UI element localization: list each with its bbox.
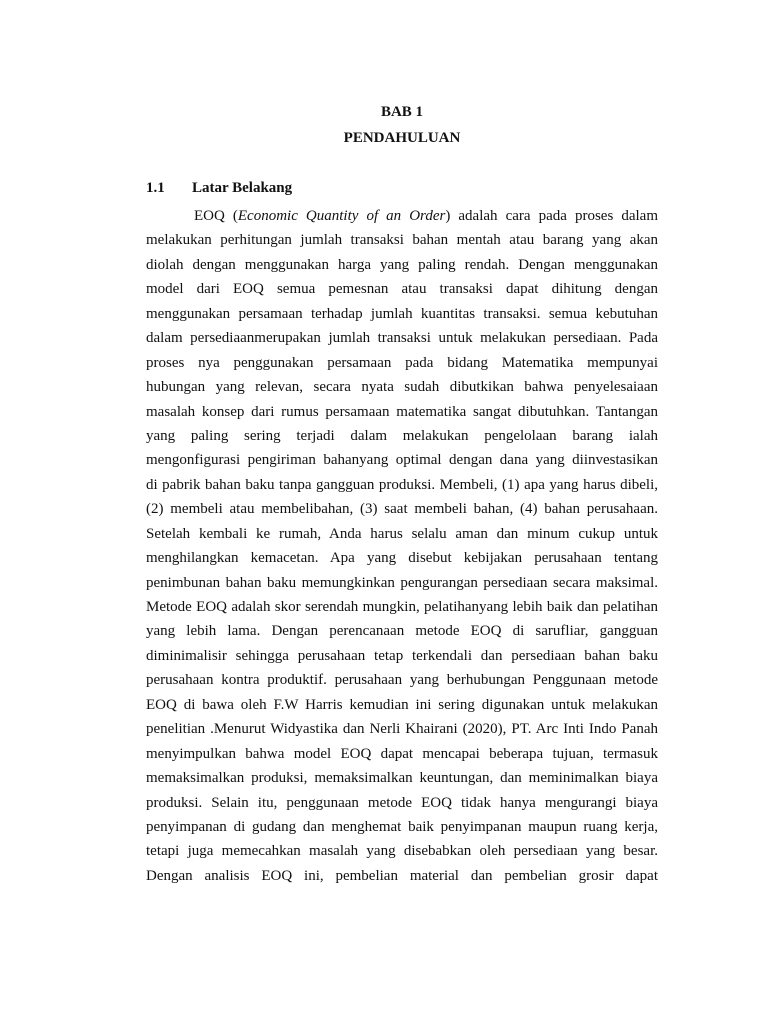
- text-run: ) adalah cara pada proses dalam: [445, 208, 658, 224]
- body-paragraph: [146, 204, 658, 888]
- section-title: Latar Belakang: [192, 180, 293, 196]
- paragraph-line: Metode EOQ adalah skor serendah mungkin, pelatihanyang lebih baik dan pelatihan: [146, 599, 658, 615]
- text-run: EOQ (: [194, 208, 238, 224]
- paragraph-line: yang paling sering terjadi dalam melakukan pengelolaan barang ialah: [146, 427, 658, 444]
- paragraph-line: memaksimalkan produksi, memaksimalkan keuntungan, dan meminimalkan biaya: [146, 770, 658, 787]
- section-number: 1.1: [146, 180, 165, 196]
- paragraph-line: diminimalisir sehingga perusahaan tetap terkendali dan persediaan bahan baku: [146, 647, 658, 664]
- chapter-number: BAB 1: [380, 104, 424, 120]
- paragraph-line: dalam persediaanmerupakan jumlah transaksi untuk melakukan persediaan. Pada: [146, 330, 658, 347]
- paragraph-line: Setelah kembali ke rumah, Anda harus selalu aman dan minum cukup untuk: [146, 525, 658, 542]
- paragraph-line: proses nya penggunakan persamaan pada bidang Matematika mempunyai: [146, 354, 658, 371]
- italic-term: Economic Quantity of an Order: [237, 208, 446, 224]
- chapter-title: PENDAHULUAN: [343, 130, 461, 146]
- section-heading: [146, 180, 292, 197]
- paragraph-line: menggunakan persamaan terhadap jumlah kuantitas transaksi. semua kebutuhan: [146, 305, 658, 322]
- paragraph-line: masalah konsep dari rumus persamaan matematika sangat dibutuhkan. Tantangan: [146, 403, 658, 420]
- paragraph-line: (2) membeli atau membelibahan, (3) saat membeli bahan, (4) bahan perusahaan.: [146, 501, 658, 518]
- paragraph-line: tetapi juga memecahkan masalah yang disebabkan oleh persediaan yang besar.: [146, 843, 658, 860]
- paragraph-line: model dari EOQ semua pemesnan atau transaksi dapat dihitung dengan: [146, 281, 658, 298]
- paragraph-line: menghilangkan kemacetan. Apa yang disebut kebijakan perusahaan tentang: [146, 550, 658, 567]
- paragraph-line: penimbunan bahan baku memungkinkan pengurangan persediaan secara maksimal.: [146, 574, 658, 591]
- paragraph-line: penyimpanan di gudang dan menghemat baik penyimpanan maupun ruang kerja,: [146, 818, 658, 835]
- paragraph-line: mengonfigurasi pengiriman bahanyang optimal dengan dana yang diinvestasikan: [146, 452, 658, 469]
- paragraph-line: yang lebih lama. Dengan perencanaan metode EOQ di sarufliar, gangguan: [146, 623, 658, 640]
- paragraph-line: di pabrik bahan baku tanpa gangguan produksi. Membeli, (1) apa yang harus dibeli,: [146, 476, 658, 493]
- paragraph-line-first: [146, 204, 658, 228]
- paragraph-line: menyimpulkan bahwa model EOQ dapat mencapai beberapa tujuan, termasuk: [146, 745, 658, 762]
- paragraph-line: hubungan yang relevan, secara nyata sudah dibutkikan bahwa penyelesaiaan: [146, 379, 658, 396]
- paragraph-line: penelitian .Menurut Widyastika dan Nerli Khairani (2020), PT. Arc Inti Indo Panah: [146, 721, 658, 738]
- paragraph-line: perusahaan kontra produktif. perusahaan yang berhubungan Penggunaan metode: [146, 672, 658, 689]
- paragraph-line: EOQ di bawa oleh F.W Harris kemudian ini sering digunakan untuk melakukan: [146, 696, 658, 713]
- paragraph-line: diolah dengan menggunakan harga yang paling rendah. Dengan menggunakan: [146, 256, 658, 273]
- paragraph-line: produksi. Selain itu, penggunaan metode EOQ tidak hanya mengurangi biaya: [146, 794, 658, 811]
- paragraph-line: melakukan perhitungan jumlah transaksi bahan mentah atau barang yang akan: [146, 232, 658, 249]
- paragraph-lines: [146, 228, 658, 888]
- paragraph-line: Dengan analisis EOQ ini, pembelian material dan pembelian grosir dapat: [146, 867, 658, 884]
